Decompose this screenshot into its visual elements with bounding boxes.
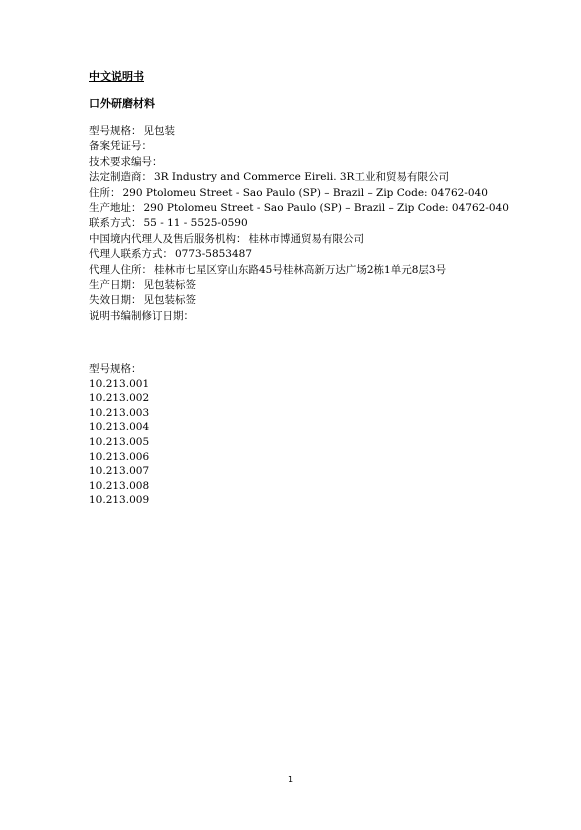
model-list-heading: 型号规格： <box>89 363 142 375</box>
info-row-agent-contact <box>89 247 509 262</box>
info-value: 290 Ptolomeu Street - Sao Paulo (SP) – Brazil – Zip Code: 04762-040 <box>143 201 509 214</box>
product-info-list <box>89 124 509 324</box>
info-value: 桂林市七星区穿山东路45号桂林高新万达广场2栋1单元8层3号 <box>154 263 447 276</box>
model-item: 10.213.006 <box>89 450 150 463</box>
model-item: 10.213.001 <box>89 377 150 390</box>
info-row-expiry-date <box>89 293 509 308</box>
info-value: 0773-5853487 <box>175 248 253 261</box>
page-number: 1 <box>287 775 294 784</box>
info-row-model-spec <box>89 124 509 139</box>
info-value: 见包装标签 <box>143 278 196 291</box>
info-label: 生产日期： <box>89 278 142 291</box>
product-name-heading: 口外研磨材料 <box>89 97 155 110</box>
info-label: 联系方式： <box>89 217 142 230</box>
info-row-registration-certificate <box>89 139 509 154</box>
info-label: 法定制造商： <box>89 171 152 184</box>
info-label: 失效日期： <box>89 294 142 307</box>
info-value: 见包装标签 <box>143 294 196 307</box>
model-item: 10.213.002 <box>89 392 150 405</box>
info-label: 技术要求编号： <box>89 155 163 168</box>
info-value: 3R Industry and Commerce Eireli. 3R工业和贸易有限公司 <box>154 171 449 184</box>
info-label: 生产地址： <box>89 201 142 214</box>
info-label: 代理人联系方式： <box>89 248 173 261</box>
info-label: 中国境内代理人及售后服务机构： <box>89 232 247 245</box>
info-row-china-agent <box>89 232 509 247</box>
model-item: 10.213.007 <box>89 465 150 478</box>
info-label: 型号规格： <box>89 125 142 137</box>
info-row-revision-date <box>89 309 509 324</box>
info-row-contact <box>89 216 509 231</box>
info-value: 55 - 11 - 5525-0590 <box>143 217 248 230</box>
info-label: 说明书编制修订日期： <box>89 309 194 322</box>
info-value: 桂林市博通贸易有限公司 <box>248 232 364 245</box>
document-title: 中文说明书 <box>89 70 144 83</box>
info-row-residence <box>89 186 509 201</box>
info-value: 见包装 <box>143 125 175 137</box>
model-item: 10.213.003 <box>89 406 150 419</box>
model-item: 10.213.008 <box>89 479 150 492</box>
info-value: 290 Ptolomeu Street - Sao Paulo (SP) – Brazil – Zip Code: 04762-040 <box>122 186 488 199</box>
info-row-manufacturer <box>89 170 509 185</box>
info-row-agent-address <box>89 263 509 278</box>
model-item: 10.213.004 <box>89 421 150 434</box>
model-spec-list <box>89 362 149 508</box>
info-row-production-address <box>89 201 509 216</box>
model-item: 10.213.009 <box>89 494 150 507</box>
model-item: 10.213.005 <box>89 435 150 448</box>
info-label: 代理人住所： <box>89 263 152 276</box>
info-label: 备案凭证号： <box>89 140 152 153</box>
info-row-production-date <box>89 278 509 293</box>
info-label: 住所： <box>89 186 121 199</box>
info-row-technical-requirement <box>89 155 509 170</box>
